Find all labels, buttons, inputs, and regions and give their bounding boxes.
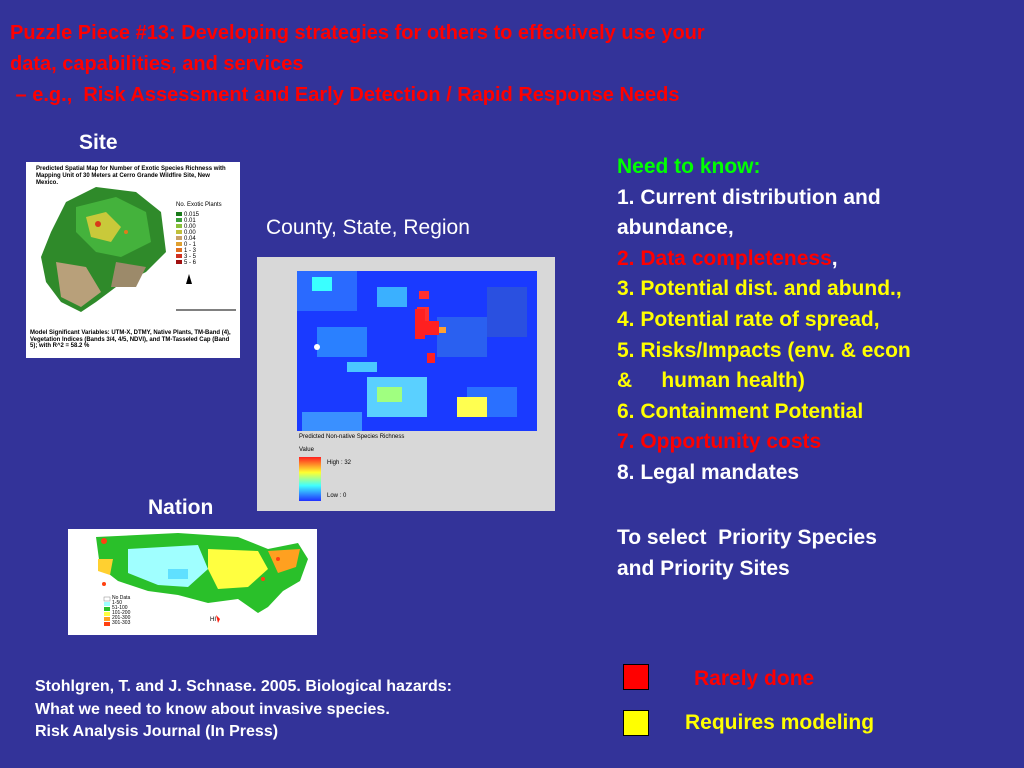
- citation-line-3: Risk Analysis Journal (In Press): [35, 723, 279, 740]
- site-map-title: Predicted Spatial Map for Number of Exotic Species Richness with Mapping Unit of 30 Meters at Cerro Grande Wildfire Site, New Mexico.: [36, 166, 226, 186]
- site-map-footnote: Model Significant Variables: UTM-X, DTMY, Native Plants, TM-Band (4), Vegetation Indices (Bands 3/4, 4/5, NDVI), and TM-Tasseled Cap (Band 5); with R^2 = 58.2 %: [30, 330, 231, 349]
- title-line-2: data, capabilities, and services: [10, 53, 304, 75]
- rarely-done-label: Rarely done: [694, 667, 815, 690]
- site-legend-value: 0 - 1: [184, 242, 197, 248]
- needs-item: 1. Current distribution and: [617, 185, 881, 209]
- county-map-caption: Predicted Non-native Species Richness: [299, 434, 405, 440]
- needs-list: [617, 152, 1017, 489]
- county-label: County, State, Region: [266, 216, 470, 239]
- citation-line-2: What we need to know about invasive species.: [35, 700, 390, 718]
- title-line-1: Puzzle Piece #13: Developing strategies for others to effectively use your: [10, 22, 705, 44]
- citation-line-1: Stohlgren, T. and J. Schnase. 2005. Biological hazards:: [35, 678, 453, 695]
- needs-item: 8. Legal mandates: [617, 460, 800, 484]
- requires-modeling-swatch: [623, 710, 649, 736]
- site-legend-title: No. Exotic Plants: [176, 202, 222, 208]
- nation-map-hi: HI: [210, 617, 216, 623]
- select-line-1: To select Priority Species: [617, 526, 877, 549]
- select-line-2: and Priority Sites: [617, 557, 790, 580]
- priority-select-text: [617, 522, 997, 584]
- nation-legend-value: No Data: [112, 595, 131, 601]
- needs-heading: Need to know:: [617, 155, 761, 178]
- county-map-value-label: Value: [299, 447, 314, 453]
- rarely-done-swatch: [623, 664, 649, 690]
- nation-legend-value: 301-303: [112, 620, 131, 626]
- needs-item: abundance,: [617, 216, 734, 240]
- county-map-low: Low : 0: [327, 493, 347, 499]
- county-map-graphic: [257, 257, 555, 511]
- site-legend-value: 3 - 5: [184, 254, 197, 260]
- nation-legend-value: 201-300: [112, 615, 131, 621]
- needs-item: 6. Containment Potential: [617, 399, 864, 423]
- site-map-image: [26, 162, 240, 358]
- site-legend-value: 0.00: [184, 224, 196, 230]
- needs-item: 2. Data completeness: [617, 246, 832, 270]
- site-legend-value: 0.00: [184, 230, 196, 236]
- needs-item: & human health): [617, 369, 805, 393]
- nation-map-image: [68, 529, 317, 635]
- needs-item: 3. Potential dist. and abund.,: [617, 277, 902, 301]
- needs-item: 4. Potential rate of spread,: [617, 307, 880, 331]
- title-line-3: – e.g., Risk Assessment and Early Detection / Rapid Response Needs: [10, 84, 680, 106]
- site-legend-value: 5 - 6: [184, 260, 197, 266]
- nation-legend: [112, 596, 130, 626]
- needs-item-suffix: ,: [831, 246, 838, 270]
- nation-map-graphic: [68, 529, 317, 635]
- nation-legend-value: 1-50: [112, 600, 123, 606]
- requires-modeling-label: Requires modeling: [685, 711, 875, 734]
- site-label: Site: [79, 131, 118, 154]
- county-map-image: [257, 257, 555, 511]
- slide-title: [10, 18, 970, 111]
- county-map-high: High : 32: [327, 460, 352, 466]
- needs-item-row: [617, 244, 1017, 275]
- site-legend-values: [184, 212, 199, 266]
- nation-legend-value: 101-200: [112, 610, 131, 616]
- site-map-graphic: [26, 162, 240, 358]
- site-legend-value: 1 - 3: [184, 248, 197, 254]
- nation-label: Nation: [148, 496, 214, 519]
- needs-item: 7. Opportunity costs: [617, 430, 822, 454]
- nation-legend-value: 51-100: [112, 605, 128, 611]
- site-legend-value: 0.01: [184, 218, 196, 224]
- citation: [35, 676, 595, 744]
- site-legend-value: 0.04: [184, 236, 196, 242]
- site-legend-value: 0.015: [184, 212, 200, 218]
- needs-item: 5. Risks/Impacts (env. & econ: [617, 338, 911, 362]
